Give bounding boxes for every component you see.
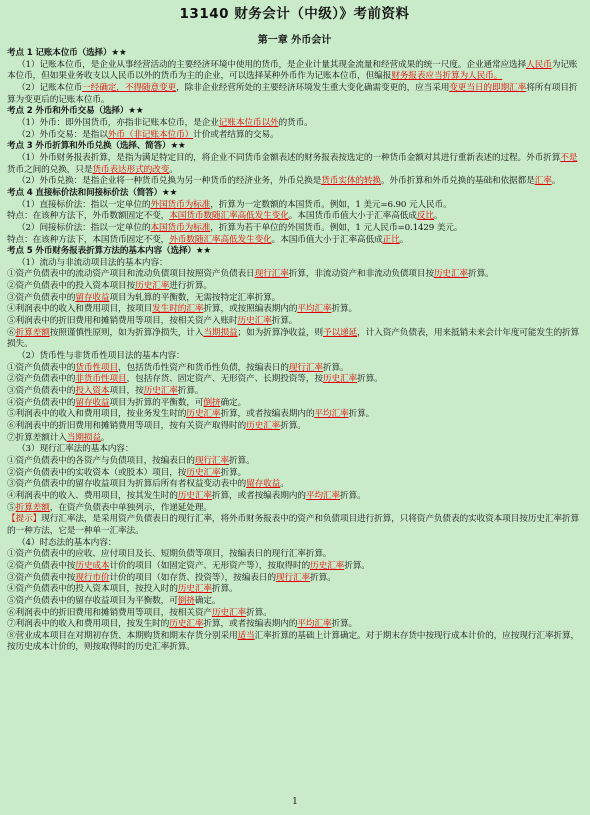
text-span: 特点：在该种方法下，本国货币固定不变， (7, 234, 170, 245)
text-span: 折算。 (344, 560, 370, 571)
paragraph (7, 130, 582, 142)
text-span: ④资产负债表中的投入资本项目，按投入时的 (7, 584, 178, 595)
key-term: 折算差额 (15, 502, 50, 513)
key-term: 一经确定，不得随意变更 (82, 82, 177, 93)
paragraph (7, 584, 582, 596)
paragraph (7, 60, 582, 83)
text-span: ⑤利润表中的收入和费用项目，按业务发生时的 (7, 409, 187, 420)
key-term: 当期损益 (203, 327, 238, 338)
key-term: 历史汇率 (246, 421, 281, 431)
text-span: ③资产负债表中的留存收益项目为折算后所有者权益变动表中的 (7, 479, 247, 490)
text-span: （2）间接标价法：指以一定单位的 (17, 222, 151, 233)
text-span: （1）记账本位币，是企业从事经营活动的主要经济环境中使用的货币，是企业计量其现金流量和经营成果的统一尺度。企业通常应选择 (17, 59, 527, 70)
text-span: ⑤ (7, 502, 16, 513)
text-span: ⑦折算差额计入 (7, 432, 67, 443)
text-span: 折算。 (331, 304, 358, 315)
text-span: 。 (100, 432, 110, 443)
text-span: 。本国币值大小于汇率高低成 (271, 234, 383, 245)
text-span: ②资产负债表中的实收资本（或股本）项目，按 (7, 467, 187, 478)
key-term: 现行汇率 (275, 572, 311, 583)
text-span: 折算。 (310, 572, 336, 583)
key-term: 现行汇率 (288, 362, 323, 373)
text-span: 折算。 (468, 269, 494, 280)
paragraph (7, 514, 582, 537)
chapter-title: 第一章 外币会计 (257, 35, 332, 46)
text-span: 计价或者结算的交易。 (193, 129, 279, 140)
key-term: 货币实体的转换 (321, 176, 381, 187)
text-span: ⑤资产负债表中的留存收益项目为平衡数，可 (7, 595, 178, 606)
text-span: 折算。 (177, 386, 204, 397)
paragraph (7, 269, 582, 281)
key-term: 货币表达形式的改变 (92, 164, 170, 175)
paragraph (7, 596, 582, 608)
key-term: 现行汇率 (194, 455, 229, 466)
key-term: 历史汇率 (186, 467, 221, 478)
paragraph (7, 363, 582, 375)
key-term: 变更当日的即期汇率 (449, 82, 527, 93)
paragraph (7, 608, 582, 620)
paragraph (7, 573, 582, 585)
text-span: 折算。 (322, 362, 349, 373)
text-span: 考点 5 外币财务报表折算方法的基本内容（选择）★★ (7, 246, 211, 257)
key-term: 外币（非记账本位币） (107, 129, 194, 140)
text-span: 折算。 (357, 374, 383, 385)
text-span: （2）外币交易：是指以 (17, 129, 108, 140)
key-term: 倒挤 (203, 397, 221, 408)
text-span: （3）现行汇率法的基本内容： (17, 444, 134, 455)
key-term: 留存收益 (75, 397, 110, 408)
key-term: 历史汇率 (135, 281, 170, 292)
text-span: 。本国货币币值大小于汇率高低成 (288, 211, 417, 222)
paragraph (7, 118, 582, 130)
text-span: 。 (551, 176, 561, 187)
paragraph (7, 374, 582, 386)
text-span: ③资产负债表中的 (7, 292, 76, 303)
text-span: ⑥利润表中的折旧费用和摊销费用等项目，按相关资产 (7, 607, 212, 618)
text-span: ；如为折算净收益，则 (237, 327, 323, 338)
text-span: （1）外币财务报表折算，是指为满足特定目的，将企业不同货币金额表述的财务报表按选定的一种货币金额对其进行重新表述的过程。外币折算 (17, 152, 561, 163)
text-span: 折算。 (211, 584, 238, 595)
paragraph (7, 398, 582, 410)
key-term: 平均汇率 (297, 304, 332, 315)
paragraph (7, 631, 582, 654)
text-span: 。 (433, 211, 443, 222)
text-span: ，包括货币性资产和货币性负债，按编表日的 (118, 362, 289, 373)
text-span: （1）直接标价法：指以一定单位的 (17, 199, 151, 210)
key-term: 现行汇率 (254, 269, 289, 280)
text-span: （1）外币：即外国货币，亦指非记账本位币，是企业 (17, 117, 219, 128)
section-heading (7, 106, 582, 118)
text-span: 计价的项目（如固定资产、无形资产等），按取得时的 (109, 560, 311, 571)
text-span: 折算。 (271, 316, 298, 327)
key-term: 记账本位币以外 (218, 117, 279, 128)
text-span: 计价的项目（如存货、投资等），按编表日的 (109, 572, 276, 583)
text-span: ⑦利润表中的收入和费用项目，按发生时的 (7, 619, 170, 630)
text-span: 折算。 (348, 409, 375, 420)
key-term: 平均汇率 (305, 490, 340, 501)
paragraph (7, 503, 582, 515)
paragraph (7, 386, 582, 398)
paragraph (7, 456, 582, 468)
key-term: 历史成本 (75, 560, 110, 571)
text-span: ，计入资产负债表，用来抵销未来会计年度可能发生的折算损失。 (7, 327, 580, 350)
text-span: ，折算为一定数额的本国货币。例如，1 美元=6.90 元人民币。 (210, 199, 452, 210)
document-title: 13140 财务会计（中级）》考前资料 (179, 6, 410, 22)
paragraph (7, 176, 582, 188)
document-body (7, 48, 582, 654)
text-span: 折算。 (228, 455, 255, 466)
key-term: 现行市价 (75, 572, 110, 583)
key-term: 汇率 (534, 176, 552, 187)
text-span: ②资产负债表中按 (7, 560, 76, 571)
paragraph (7, 281, 582, 293)
key-term: 历史汇率 (211, 607, 247, 618)
key-term: 非货币性项目 (75, 374, 127, 385)
text-span: 折算，或者按编表期内的 (203, 619, 298, 630)
text-span: 将所有项目折算为变更后的记账本位币。 (7, 82, 578, 105)
text-span: 。 (399, 234, 409, 245)
text-span: 考点 1 记账本位币（选择）★★ (7, 48, 127, 58)
key-term: 留存收益 (75, 292, 110, 303)
key-term: 倒挤 (177, 595, 195, 606)
text-span: ，除非企业经营所处的主要经济环境发生重大变化确需变更的，应当采用 (176, 82, 450, 93)
key-term: 历史汇率 (186, 409, 221, 420)
key-term: 历史汇率 (322, 374, 358, 385)
paragraph (7, 421, 582, 433)
key-term: 适当 (237, 630, 255, 641)
text-span: ②资产负债表中的投入资本项目按 (7, 281, 136, 292)
key-term: 正比 (382, 234, 400, 245)
key-term: 历史汇率 (177, 490, 212, 501)
text-span: ④利润表中的收入和费用项目，按项目 (7, 304, 153, 315)
section-heading (7, 141, 582, 153)
tip-label: 【提示】 (7, 514, 42, 525)
text-span: ①资产负债表中的应收、应付项目及长、短期负债等项目，按编表日的现行汇率折算。 (7, 549, 332, 560)
text-span: 项目为折算的平衡数，可 (109, 397, 204, 408)
key-term: 财务报表应当折算为人民币。 (391, 71, 503, 82)
text-span: 现行汇率法，是采用资产负债表日的现行汇率，将外币财务报表中的资产和负债项目进行折算，只将资产负债表的实收资本项目按历史汇率折算的一种方法，它是一种单一汇率法。 (7, 514, 580, 536)
key-term: 当期损益 (66, 432, 101, 443)
paragraph (7, 223, 582, 235)
text-span: 折算，或者按编表期内的 (220, 409, 315, 420)
text-span: ⑧营业成本项目在对期初存货、本期购货和期末存货分别采用 (7, 630, 238, 641)
text-span: ，包括存货、固定资产、无形资产、长期投资等，按 (126, 374, 323, 385)
paragraph (7, 351, 582, 363)
text-span: （2）货币性与非货币性项目法的基本内容： (17, 351, 185, 362)
text-span: ②资产负债表中的 (7, 374, 76, 385)
paragraph (7, 468, 582, 480)
text-span: 确定。 (220, 397, 247, 408)
text-span: ⑤利润表中的折旧费用和摊销费用等项目，按相关资产入账时 (7, 316, 238, 327)
key-term: 货币性项目 (75, 362, 119, 373)
text-span: 进行折算。 (169, 281, 212, 292)
paragraph (7, 561, 582, 573)
key-term: 不是 (560, 152, 578, 163)
text-span: ①资产负债表中的流动资产项目和流动负债项目按照资产负债表日 (7, 269, 255, 280)
key-term: 人民币 (526, 59, 552, 70)
key-term: 平均汇率 (297, 619, 332, 630)
text-span: 考点 2 外币和外币交易（选择）★★ (7, 106, 144, 117)
key-term: 本国货币数随汇率高低发生变化 (169, 211, 289, 222)
paragraph (7, 258, 582, 270)
text-span: （2）记账本位币 (17, 82, 83, 93)
text-span: （2）外币兑换：是指企业将一种货币兑换为另一种货币的经济业务，外币兑换是 (17, 176, 322, 187)
paragraph (7, 538, 582, 550)
text-span: ，在资产负债表中单独列示，作递延处理。 (49, 502, 212, 513)
text-span: 折算。 (280, 421, 306, 431)
key-term: 历史汇率 (177, 584, 212, 595)
text-span: ，折算为若干单位的外国货币。例如，1 元人民币=0.1429 美元。 (210, 222, 463, 233)
key-term: 外国货币为标准 (150, 199, 211, 210)
text-span: 的货币。 (278, 117, 313, 128)
key-term: 投入资本 (75, 386, 110, 397)
text-span: 项目，按 (109, 386, 144, 397)
text-span: ③资产负债表中的 (7, 386, 76, 397)
text-span: 货币之间的兑换，只是 (7, 164, 93, 175)
text-span: 。 (169, 164, 178, 175)
text-span: ①资产负债表中的各资产与负债项目，按编表日的 (7, 455, 195, 466)
paragraph (7, 293, 582, 305)
key-term: 发生时的汇率 (152, 304, 204, 315)
paragraph (7, 409, 582, 421)
paragraph (7, 491, 582, 503)
section-heading (7, 188, 582, 200)
text-span: 考点 3 外币折算和外币兑换（选择、简答）★★ (7, 141, 186, 152)
text-span: 折算，或按照编表期内的 (203, 304, 298, 315)
text-span: 为记账本位币，但如果业务收支以人民币以外的货币为主的企业，可以选择某种外币作为记账本位币，但编报 (7, 59, 578, 82)
paragraph (7, 83, 582, 106)
text-span: 项目为轧算的平衡数，无需按特定汇率折算。 (109, 292, 281, 303)
paragraph (7, 235, 582, 247)
text-span: 折算，非流动资产和非流动负债项目按 (288, 269, 434, 280)
text-span: ⑥ (7, 327, 16, 338)
key-term: 历史汇率 (237, 316, 272, 327)
paragraph (7, 444, 582, 456)
text-span: （4）时态法的基本内容： (17, 537, 117, 548)
text-span: 折算。 (340, 490, 366, 501)
paragraph (7, 304, 582, 316)
key-term: 本国货币为标准 (150, 222, 211, 233)
text-span: ①资产负债表中的 (7, 362, 76, 373)
paragraph (7, 479, 582, 491)
text-span: ④利润表中的收入、费用项目，按其发生时的 (7, 490, 178, 501)
key-term: 反比 (416, 211, 434, 222)
paragraph (7, 316, 582, 328)
text-span: 汇率折算的基础上计算确定。对于期末存货中按现行成本计价的，应按现行汇率折算，按历史成本计价的，则按取得时的历史汇率折算。 (7, 630, 580, 653)
key-term: 历史汇率 (310, 560, 345, 571)
key-term: 折算差额 (15, 327, 50, 338)
key-term: 留存收益 (246, 479, 281, 490)
paragraph (7, 153, 582, 176)
paragraph (7, 433, 582, 445)
section-heading (7, 48, 582, 60)
text-span: ⑥利润表中的折旧费用和摊销费用等项目，按有关资产取得时的 (7, 421, 247, 431)
text-span: 折算，或者按编表期内的 (211, 490, 306, 501)
key-term: 外币数随汇率高低发生变化 (169, 234, 272, 245)
text-span: 特点：在该种方法下，外币数额固定不变， (7, 211, 170, 222)
key-term: 平均汇率 (314, 409, 349, 420)
paragraph (7, 211, 582, 223)
text-span: 折算。 (331, 619, 358, 630)
text-span: （1）流动与非流动项目法的基本内容： (17, 257, 168, 268)
text-span: ④资产负债表中的 (7, 397, 76, 408)
section-heading (7, 246, 582, 258)
text-span: 折算。 (246, 607, 272, 618)
text-span: 确定。 (194, 595, 221, 606)
paragraph (7, 619, 582, 631)
text-span: 。外币折算和外币兑换的基础和依据都是 (380, 176, 535, 187)
key-term: 历史汇率 (169, 619, 204, 630)
paragraph (7, 549, 582, 561)
key-term: 予以递延 (322, 327, 358, 338)
text-span: 考点 4 直接标价法和间接标价法（简答）★★ (7, 187, 178, 198)
key-term: 历史汇率 (143, 386, 178, 397)
text-span: 。 (280, 479, 289, 490)
paragraph (7, 328, 582, 351)
text-span: 按照谨慎性原则，如为折算净损失，计入 (49, 327, 204, 338)
text-span: 折算。 (220, 467, 247, 478)
key-term: 历史汇率 (433, 269, 469, 280)
text-span: ③资产负债表中按 (7, 572, 76, 583)
page-number: 1 (292, 797, 298, 807)
paragraph (7, 200, 582, 212)
